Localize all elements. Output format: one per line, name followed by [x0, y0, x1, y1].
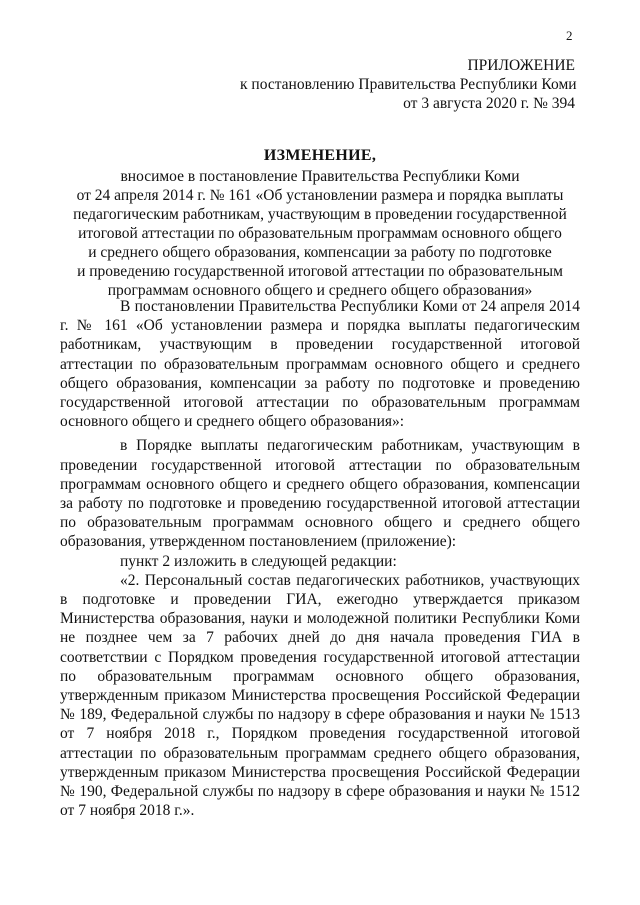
heading-line: итоговой аттестации по образовательным программам основного общего: [78, 225, 562, 242]
heading-line: и проведению государственной итоговой аттестации по образовательным: [77, 263, 563, 280]
heading-line: педагогическим работникам, участвующим в проведении государственной: [73, 206, 567, 223]
appendix-block: [240, 56, 575, 113]
heading-line: вносимое в постановление Правительства Республики Коми: [120, 168, 520, 185]
body-paragraph: В постановлении Правительства Республики Коми от 24 апреля 2014 г. № 161 «Об установлении размера и порядка выплаты педагогическим работникам, участвующим в проведении государственной итоговой аттестации по образовательным программам основного общего и среднего общего образования, компенсации за работу по подготовке и проведению государственной итоговой аттестации по образовательным программам основного общего и среднего общего образования»:: [60, 298, 580, 431]
appendix-label: ПРИЛОЖЕНИЕ: [467, 57, 575, 74]
page-number: 2: [566, 28, 573, 43]
heading-line: и среднего общего образования, компенсации за работу по подготовке: [88, 244, 552, 261]
heading-line: программам основного общего и среднего общего образования»: [107, 282, 533, 299]
appendix-line-1: к постановлению Правительства Республики Коми: [240, 76, 577, 93]
document-body: [60, 297, 580, 820]
body-paragraph: пункт 2 изложить в следующей редакции:: [120, 552, 397, 570]
body-paragraph: в Порядке выплаты педагогическим работникам, участвующим в проведении государственной итоговой аттестации по образовательным программам основного общего и среднего общего образования, компенсации за работу по подготовке и проведению государственной итоговой аттестации по образовательным программам основного общего и среднего общего образования, утвержденном постановлением (приложение):: [60, 437, 580, 551]
heading-line: от 24 апреля 2014 г. № 161 «Об установлении размера и порядка выплаты: [76, 187, 564, 204]
body-paragraph: «2. Персональный состав педагогических работников, участвующих в подготовке и проведении ГИА, ежегодно утверждается приказом Министерства образования, науки и молодежной политики Республики Коми не позднее чем за 7 рабочих дней до дня начала проведения ГИА в соответствии с Порядком проведения государственной итоговой аттестации по образовательным программам основного общего образования, утвержденным приказом Министерства просвещения Российской Федерации № 189, Федеральной службы по надзору в сфере образования и науки № 1513 от 7 ноября 2018 г., Порядком проведения государственной итоговой аттестации по образовательным программам среднего общего образования, утвержденным приказом Министерства просвещения Российской Федерации № 190, Федеральной службы по надзору в сфере образования и науки № 1512 от 7 ноября 2018 г.».: [60, 571, 580, 820]
document-title: ИЗМЕНЕНИЕ,: [263, 147, 377, 164]
document-heading: [60, 146, 580, 300]
appendix-line-2: от 3 августа 2020 г. № 394: [403, 95, 575, 112]
